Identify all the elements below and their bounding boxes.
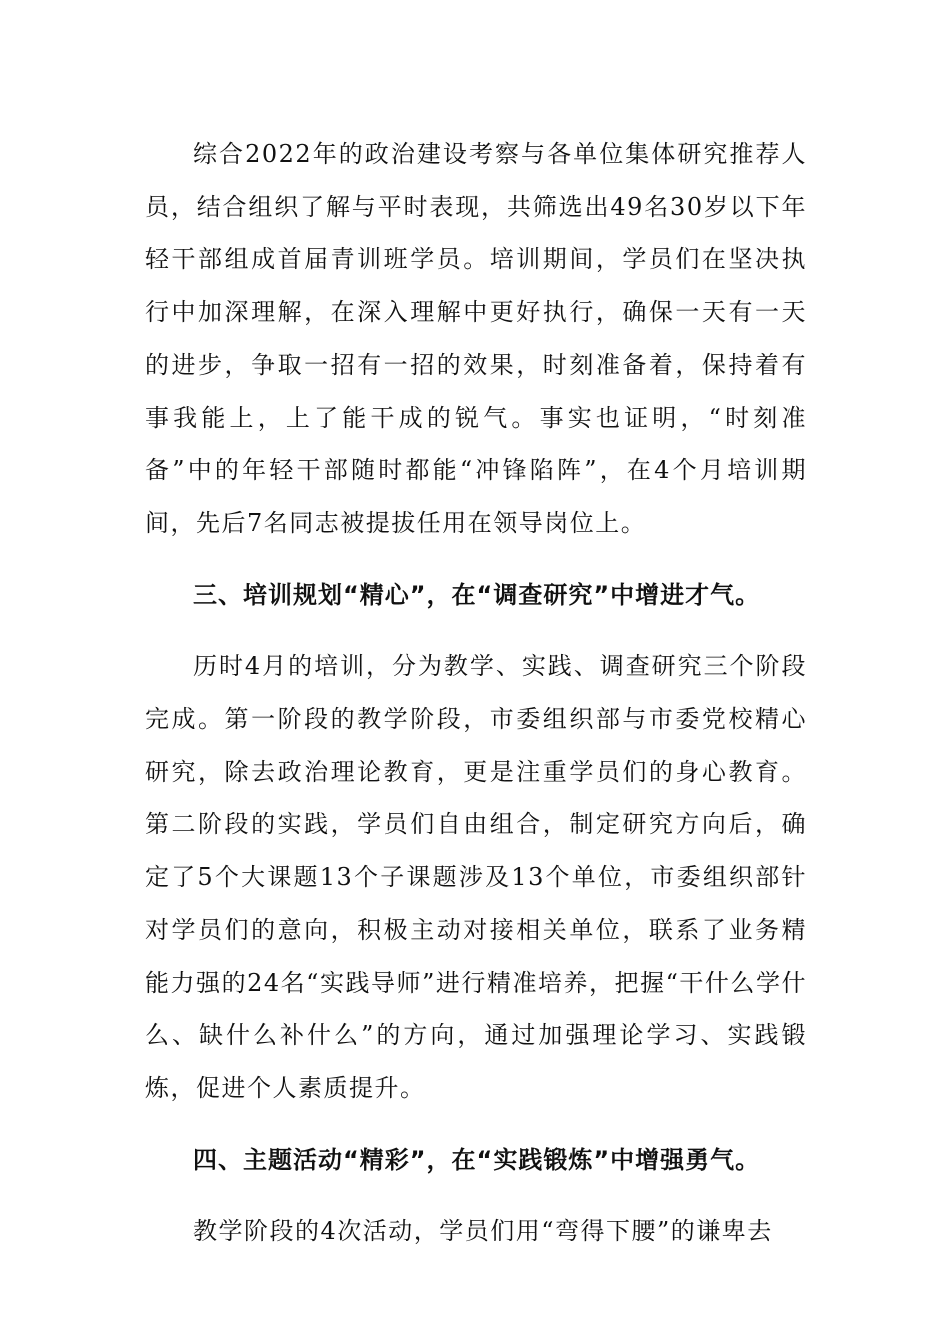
body-paragraph-2: 历时4月的培训，分为教学、实践、调查研究三个阶段完成。第一阶段的教学阶段，市委组织部与市委党校精心研究，除去政治理论教育，更是注重学员们的身心教育。第二阶段的实践，学员们自由组合，制定研究方向后，确定了5个大课题13个子课题涉及13个单位，市委组织部针对学员们的意向，积极主动对接相关单位，联系了业务精能力强的24名“实践导师”进行精准培养，把握“干什么学什么、缺什么补什么”的方向，通过加强理论学习、实践锻炼，促进个人素质提升。 (145, 652, 807, 1102)
section-heading-4: 四、主题活动“精彩”，在“实践锻炼”中增强勇气。 (193, 1145, 761, 1174)
section-heading-3: 三、培训规划“精心”，在“调查研究”中增进才气。 (193, 580, 761, 609)
body-paragraph-3: 教学阶段的4次活动，学员们用“弯得下腰”的谦卑去 (193, 1217, 773, 1246)
document-body (145, 128, 807, 1258)
body-paragraph-1: 综合2022年的政治建设考察与各单位集体研究推荐人员，结合组织了解与平时表现，共筛选出49名30岁以下年轻干部组成首届青训班学员。培训期间，学员们在坚决执行中加深理解，在深入理解中更好执行，确保一天有一天的进步，争取一招有一招的效果，时刻准备着，保持着有事我能上，上了能干成的锐气。事实也证明，“时刻准备”中的年轻干部随时都能“冲锋陷阵”，在4个月培训期间，先后7名同志被提拔任用在领导岗位上。 (145, 140, 807, 537)
